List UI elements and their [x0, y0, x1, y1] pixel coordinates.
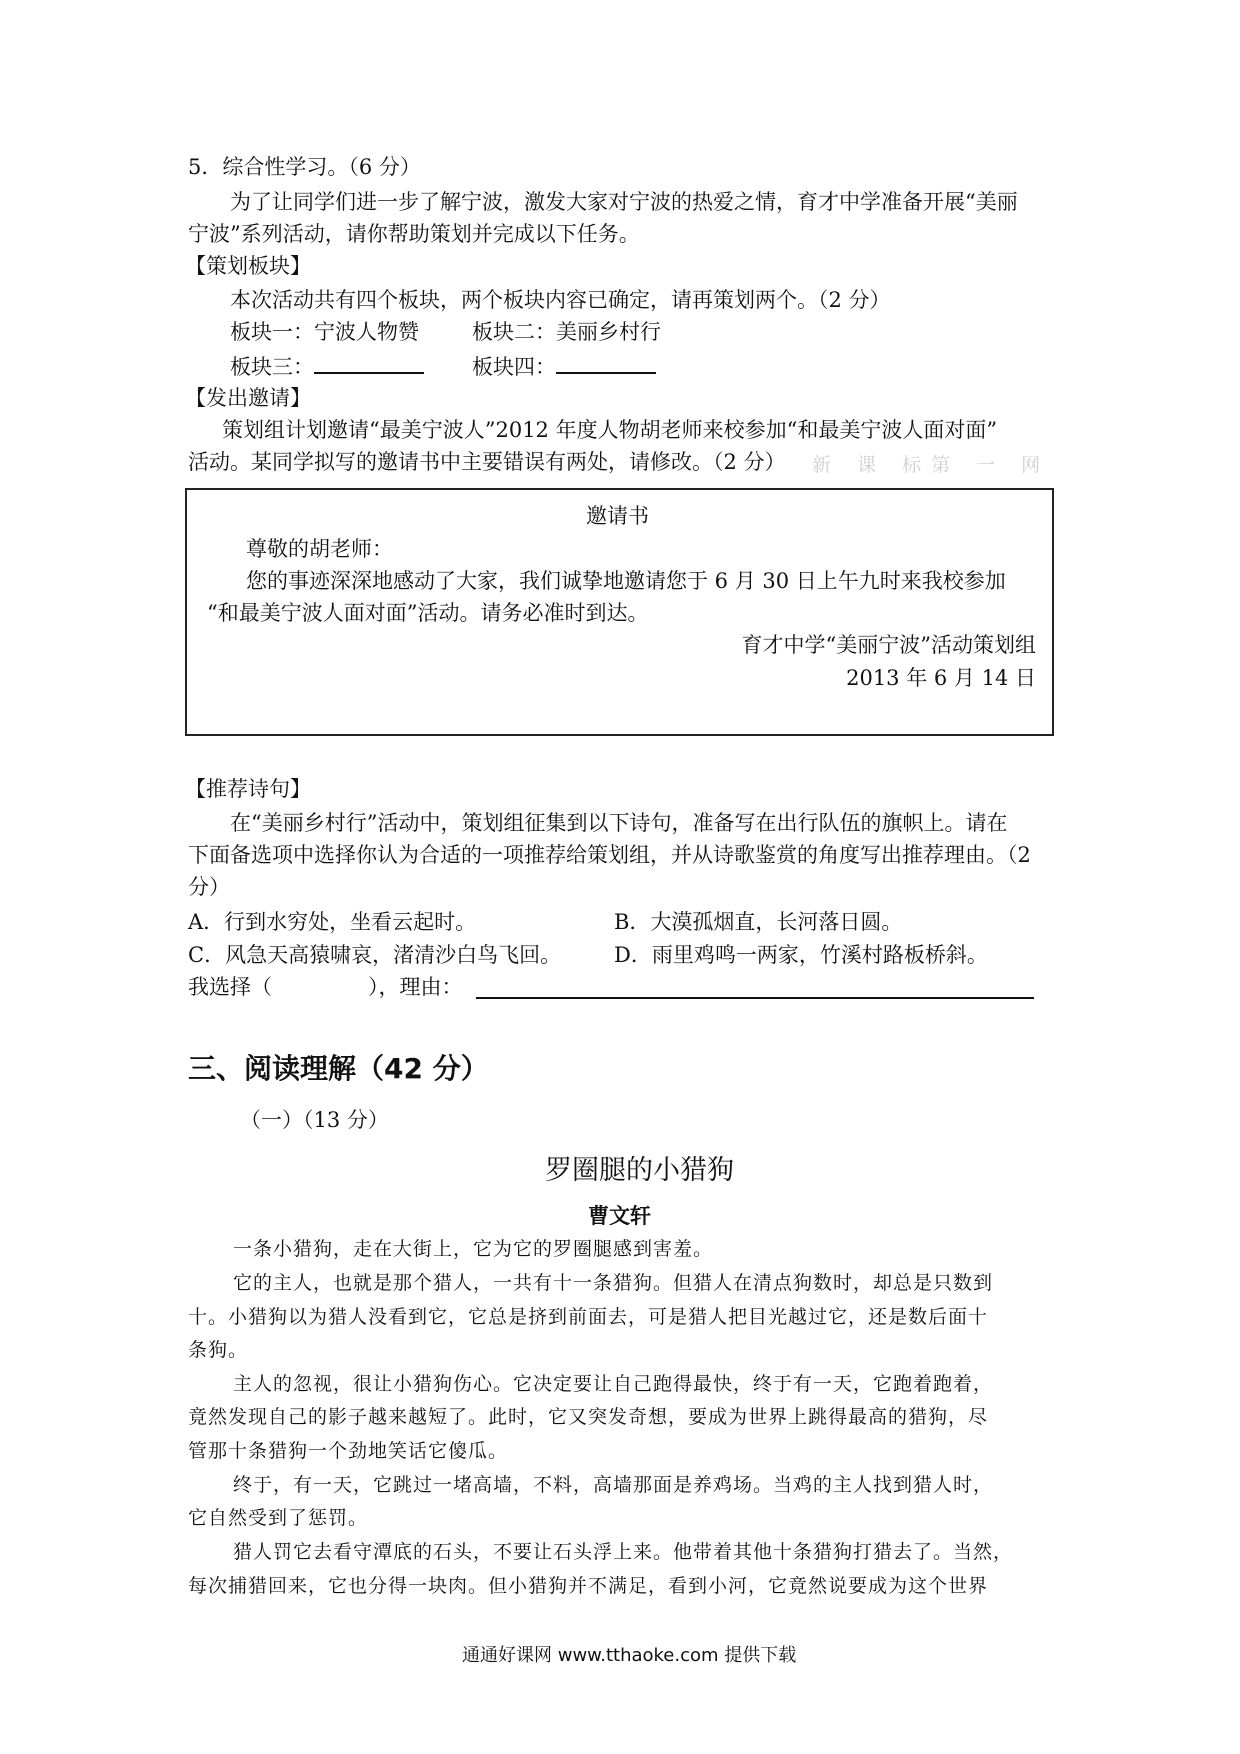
story-paragraph-line: 一条小猎狗，走在大街上，它为它的罗圈腿感到害羞。	[233, 1238, 714, 1260]
plan-block-1: 板块一：宁波人物赞	[230, 320, 419, 344]
plan-description: 本次活动共有四个板块，两个板块内容已确定，请再策划两个。（2 分）	[230, 288, 891, 312]
poem-description-line: 下面备选项中选择你认为合适的一项推荐给策划组，并从诗歌鉴赏的角度写出推荐理由。（2	[188, 843, 1031, 867]
watermark-text: 新 课 标第 一 网	[812, 454, 1051, 476]
page-footer: 通通好课网 www.tthaoke.com 提供下载	[462, 1645, 797, 1666]
story-author: 曹文轩	[588, 1204, 651, 1228]
poem-choice-prefix: 我选择（	[188, 975, 272, 999]
poem-option-c: C．风急天高猿啸哀，渚清沙白鸟飞回。	[188, 943, 562, 967]
poem-description-line: 在“美丽乡村行”活动中，策划组征集到以下诗句，准备写在出行队伍的旗帜上。请在	[230, 811, 1008, 835]
plan-block-4-blank[interactable]	[556, 350, 656, 374]
story-paragraph-line: 终于，有一天，它跳过一堵高墙，不料，高墙那面是养鸡场。当鸡的主人找到猎人时，	[233, 1474, 994, 1496]
story-paragraph-line: 它自然受到了惩罚。	[188, 1507, 369, 1529]
invite-description-line: 活动。某同学拟写的邀请书中主要错误有两处，请修改。（2 分）	[188, 450, 786, 474]
story-paragraph-line: 条狗。	[188, 1339, 249, 1361]
story-paragraph-line: 每次捕猎回来，它也分得一块肉。但小猎狗并不满足，看到小河，它竟然说要成为这个世界	[188, 1575, 989, 1597]
plan-block-3	[230, 350, 424, 384]
story-title: 罗圈腿的小猎狗	[545, 1155, 734, 1186]
section-header-plan: 【策划板块】	[185, 254, 311, 278]
poem-option-d: D．雨里鸡鸣一两家，竹溪村路板桥斜。	[614, 943, 988, 967]
story-paragraph-line: 它的主人，也就是那个猎人，一共有十一条猎狗。但猎人在清点狗数时，却总是只数到	[233, 1272, 994, 1294]
section-header-poem: 【推荐诗句】	[185, 777, 311, 801]
section-title: 三、阅读理解（42 分）	[188, 1052, 489, 1085]
poem-choice-blank[interactable]	[264, 971, 364, 1001]
story-paragraph-line: 猎人罚它去看守潭底的石头，不要让石头浮上来。他带着其他十条猎狗打猎去了。当然，	[233, 1541, 1014, 1563]
reason-answer-line[interactable]	[476, 997, 1034, 999]
section-header-invite: 【发出邀请】	[185, 386, 311, 410]
question-intro-line: 为了让同学们进一步了解宁波，激发大家对宁波的热爱之情，育才中学准备开展“美丽	[230, 190, 1018, 214]
plan-block-3-label: 板块三：	[230, 355, 314, 379]
letter-salutation: 尊敬的胡老师：	[246, 537, 393, 561]
question-heading: 5．综合性学习。（6 分）	[188, 155, 421, 179]
letter-body-line: “和最美宁波人面对面”活动。请务必准时到达。	[207, 601, 649, 625]
story-paragraph-line: 主人的忽视，很让小猎狗伤心。它决定要让自己跑得最快，终于有一天，它跑着跑着，	[233, 1373, 994, 1395]
part-label: （一）（13 分）	[240, 1108, 389, 1132]
plan-block-3-blank[interactable]	[314, 350, 424, 374]
letter-date: 2013 年 6 月 14 日	[846, 666, 1036, 690]
plan-block-2: 板块二：美丽乡村行	[472, 320, 661, 344]
question-intro-line: 宁波”系列活动，请你帮助策划并完成以下任务。	[188, 222, 640, 246]
letter-title: 邀请书	[586, 504, 649, 528]
poem-description-line: 分）	[188, 875, 230, 899]
plan-block-4	[472, 350, 656, 384]
poem-choice-suffix: ），理由：	[368, 975, 463, 999]
poem-option-b: B．大漠孤烟直，长河落日圆。	[614, 910, 903, 934]
plan-block-4-label: 板块四：	[472, 355, 556, 379]
story-paragraph-line: 竟然发现自己的影子越来越短了。此时，它又突发奇想，要成为世界上跳得最高的猎狗，尽	[188, 1406, 989, 1428]
letter-signature: 育才中学“美丽宁波”活动策划组	[741, 633, 1036, 657]
invite-description-line: 策划组计划邀请“最美宁波人”2012 年度人物胡老师来校参加“和最美宁波人面对面”	[222, 418, 998, 442]
poem-option-a: A．行到水穷处，坐看云起时。	[188, 910, 477, 934]
story-paragraph-line: 管那十条猎狗一个劲地笑话它傻瓜。	[188, 1440, 509, 1462]
story-paragraph-line: 十。小猎狗以为猎人没看到它，它总是挤到前面去，可是猎人把目光越过它，还是数后面十	[188, 1306, 989, 1328]
letter-body-line: 您的事迹深深地感动了大家，我们诚挚地邀请您于 6 月 30 日上午九时来我校参加	[246, 569, 1006, 593]
